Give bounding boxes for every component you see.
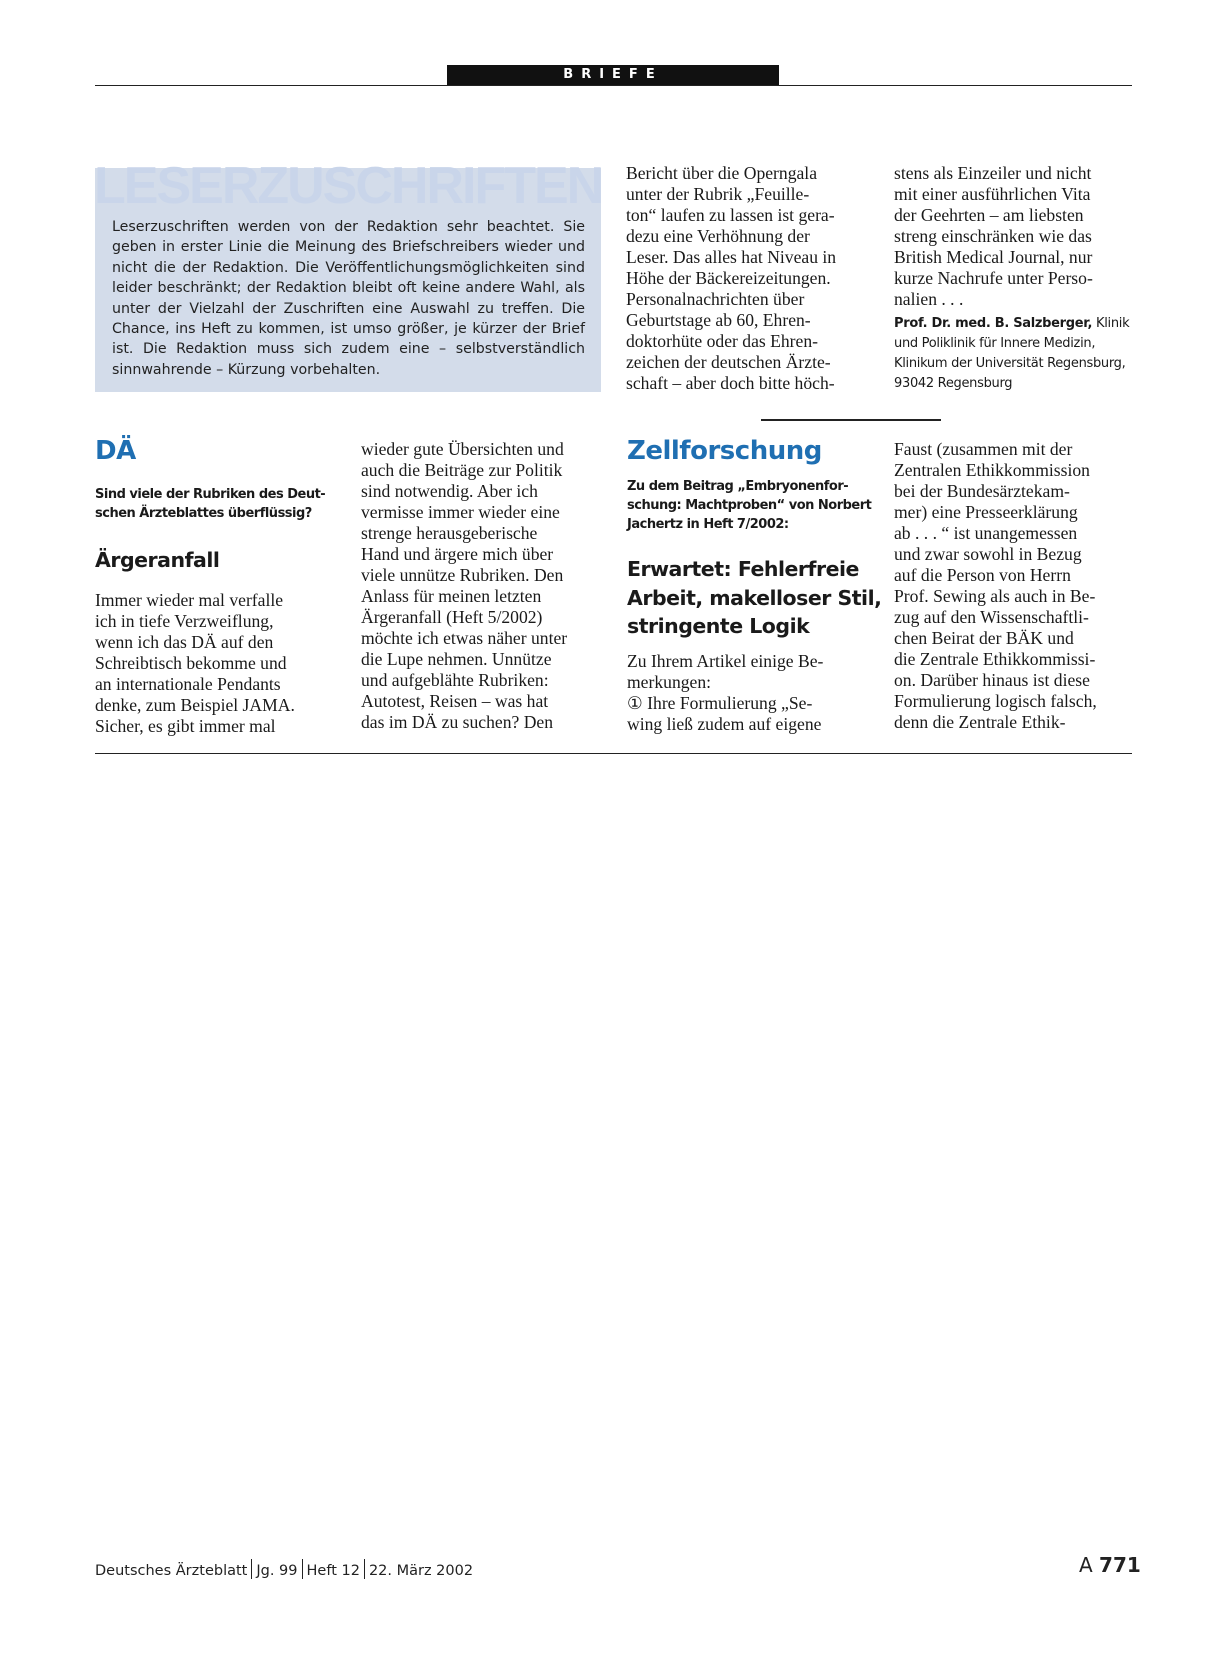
- footer-separator: [251, 1559, 252, 1579]
- reference-line: Jachertz in Heft 7/2002:: [627, 517, 789, 532]
- text-line: die Lupe nehmen. Unnütze: [361, 649, 552, 669]
- author-affiliation-1: Klinik: [1092, 316, 1130, 331]
- text-line: viele unnütze Rubriken. Den: [361, 565, 564, 585]
- page-number-value: 771: [1099, 1553, 1141, 1577]
- header-rule: [95, 85, 1132, 86]
- text-line: Autotest, Reisen – was hat: [361, 691, 549, 711]
- text-line: Bericht über die Operngala: [626, 163, 818, 183]
- article-column-top-4: [894, 163, 1144, 310]
- letter-reference: [95, 485, 345, 523]
- text-line: Schreibtisch bekomme und: [95, 653, 287, 673]
- text-line: British Medical Journal, nur: [894, 247, 1093, 267]
- letter-topic-zellforschung: Zellforschung: [627, 436, 822, 466]
- text-line: denn die Zentrale Ethik-: [894, 712, 1066, 732]
- text-line: bei der Bundesärztekam-: [894, 481, 1070, 501]
- text-line: Anlass für meinen letzten: [361, 586, 542, 606]
- letter-headline: [627, 555, 882, 641]
- text-line: Prof. Sewing als auch in Be-: [894, 586, 1096, 606]
- letter-reference: [627, 477, 877, 534]
- article-column-4: [894, 439, 1144, 733]
- text-line: auf die Person von Herrn: [894, 565, 1071, 585]
- text-line: möchte ich etwas näher unter: [361, 628, 568, 648]
- text-line: zug auf den Wissenschaftli-: [894, 607, 1089, 627]
- text-line: Höhe der Bäckereizeitungen.: [626, 268, 831, 288]
- article-column-top-3: [626, 163, 876, 394]
- text-line: Zu Ihrem Artikel einige Be-: [627, 651, 824, 671]
- rubric-text: Leserzuschriften werden von der Redaktion sehr beachtet. Sie geben in erster Linie die Meinung des Briefschreibers wieder und nicht die der Redaktion. Die Veröffentlichungsmöglichkeiten sind leider beschränkt; der Redaktion bleibt oft keine andere Wahl, als unter der Vielzahl der Zuschriften eine Auswahl zu treffen. Die Chance, ins Heft zu kommen, ist umso größer, je kürzer der Brief ist. Die Redaktion muss sich zudem eine – selbstverständlich sinnwahrende – Kürzung vorbehalten.: [112, 219, 585, 378]
- footer-separator: [364, 1559, 365, 1579]
- text-line: Ärgeranfall (Heft 5/2002): [361, 607, 543, 627]
- author-name: Prof. Dr. med. B. Salzberger,: [894, 316, 1093, 331]
- author-affiliation-3: Klinikum der Universität Regensburg,: [894, 356, 1126, 371]
- headline-line: Erwartet: Fehlerfreie: [627, 557, 859, 581]
- text-line: wenn ich das DÄ auf den: [95, 632, 274, 652]
- text-line: chen Beirat der BÄK und: [894, 628, 1074, 648]
- footer-journal: Deutsches Ärzteblatt: [95, 1563, 248, 1579]
- article-column-1: [95, 590, 345, 737]
- reference-line: schen Ärzteblattes überflüssig?: [95, 506, 312, 521]
- footer-separator: [302, 1559, 303, 1579]
- page-number: [1079, 1553, 1141, 1577]
- text-line: Zentralen Ethikkommission: [894, 460, 1090, 480]
- text-line: auch die Beiträge zur Politik: [361, 460, 563, 480]
- text-line: der Geehrten – am liebsten: [894, 205, 1084, 225]
- text-line: wing ließ zudem auf eigene: [627, 714, 822, 734]
- text-line: zeichen der deutschen Ärzte-: [626, 352, 831, 372]
- reference-line: Sind viele der Rubriken des Deut-: [95, 487, 326, 502]
- text-line: merkungen:: [627, 672, 712, 692]
- reference-line: Zu dem Beitrag „Embryonenfor-: [627, 479, 849, 494]
- text-line: ① Ihre Formulierung „Se-: [627, 693, 813, 713]
- text-line: Hand und ärgere mich über: [361, 544, 554, 564]
- text-line: sind notwendig. Aber ich: [361, 481, 538, 501]
- footer-date: 22. März 2002: [368, 1563, 474, 1579]
- headline-line: Arbeit, makelloser Stil,: [627, 585, 882, 610]
- text-line: dezu eine Verhöhnung der: [626, 226, 810, 246]
- text-line: an internationale Pendants: [95, 674, 281, 694]
- text-line: mer) eine Presseerklärung: [894, 502, 1078, 522]
- text-line: Formulierung logisch falsch,: [894, 691, 1097, 711]
- text-line: vermisse immer wieder eine: [361, 502, 560, 522]
- author-signature: [894, 314, 1144, 394]
- text-line: Immer wieder mal verfalle: [95, 590, 284, 610]
- content-bottom-rule: [95, 753, 1132, 754]
- text-line: Faust (zusammen mit der: [894, 439, 1073, 459]
- text-line: streng einschränken wie das: [894, 226, 1092, 246]
- author-affiliation-2: und Poliklinik für Innere Medizin,: [894, 336, 1096, 351]
- article-column-3: [627, 651, 877, 735]
- text-line: on. Darüber hinaus ist diese: [894, 670, 1090, 690]
- letter-topic-da: DÄ: [95, 436, 136, 466]
- section-divider: [761, 419, 941, 421]
- text-line: unter der Rubrik „Feuille-: [626, 184, 810, 204]
- text-line: Geburtstage ab 60, Ehren-: [626, 310, 811, 330]
- text-line: strenge herausgeberische: [361, 523, 538, 543]
- text-line: das im DÄ zu suchen? Den: [361, 712, 554, 732]
- text-line: Sicher, es gibt immer mal: [95, 716, 276, 736]
- footer-volume: Jg. 99: [256, 1563, 298, 1579]
- text-line: die Zentrale Ethikkommissi-: [894, 649, 1096, 669]
- text-line: ich in tiefe Verzweiflung,: [95, 611, 274, 631]
- text-line: nalien . . .: [894, 289, 964, 309]
- text-line: doktorhüte oder das Ehren-: [626, 331, 819, 351]
- section-tab: BRIEFE: [447, 65, 779, 85]
- text-line: ton“ laufen zu lassen ist gera-: [626, 205, 835, 225]
- text-line: ab . . . “ ist unangemessen: [894, 523, 1078, 543]
- page-prefix: A: [1079, 1553, 1100, 1577]
- headline-line: stringente Logik: [627, 614, 810, 638]
- text-line: schaft – aber doch bitte höch-: [626, 373, 835, 393]
- article-column-2: [361, 439, 611, 733]
- author-affiliation-4: 93042 Regensburg: [894, 376, 1013, 391]
- text-line: wieder gute Übersichten und: [361, 439, 564, 459]
- text-line: und aufgeblähte Rubriken:: [361, 670, 549, 690]
- footer-issue: Heft 12: [306, 1563, 360, 1579]
- text-line: denke, zum Beispiel JAMA.: [95, 695, 295, 715]
- text-line: mit einer ausführlichen Vita: [894, 184, 1091, 204]
- text-line: stens als Einzeiler und nicht: [894, 163, 1092, 183]
- text-line: kurze Nachrufe unter Perso-: [894, 268, 1093, 288]
- text-line: Personalnachrichten über: [626, 289, 805, 309]
- footer-citation: [95, 1559, 473, 1579]
- reference-line: schung: Machtproben“ von Norbert: [627, 498, 872, 513]
- letter-headline: Ärgeranfall: [95, 548, 220, 572]
- text-line: Leser. Das alles hat Niveau in: [626, 247, 837, 267]
- rubric-title: LESERZUSCHRIFTEN: [94, 157, 603, 215]
- text-line: und zwar sowohl in Bezug: [894, 544, 1082, 564]
